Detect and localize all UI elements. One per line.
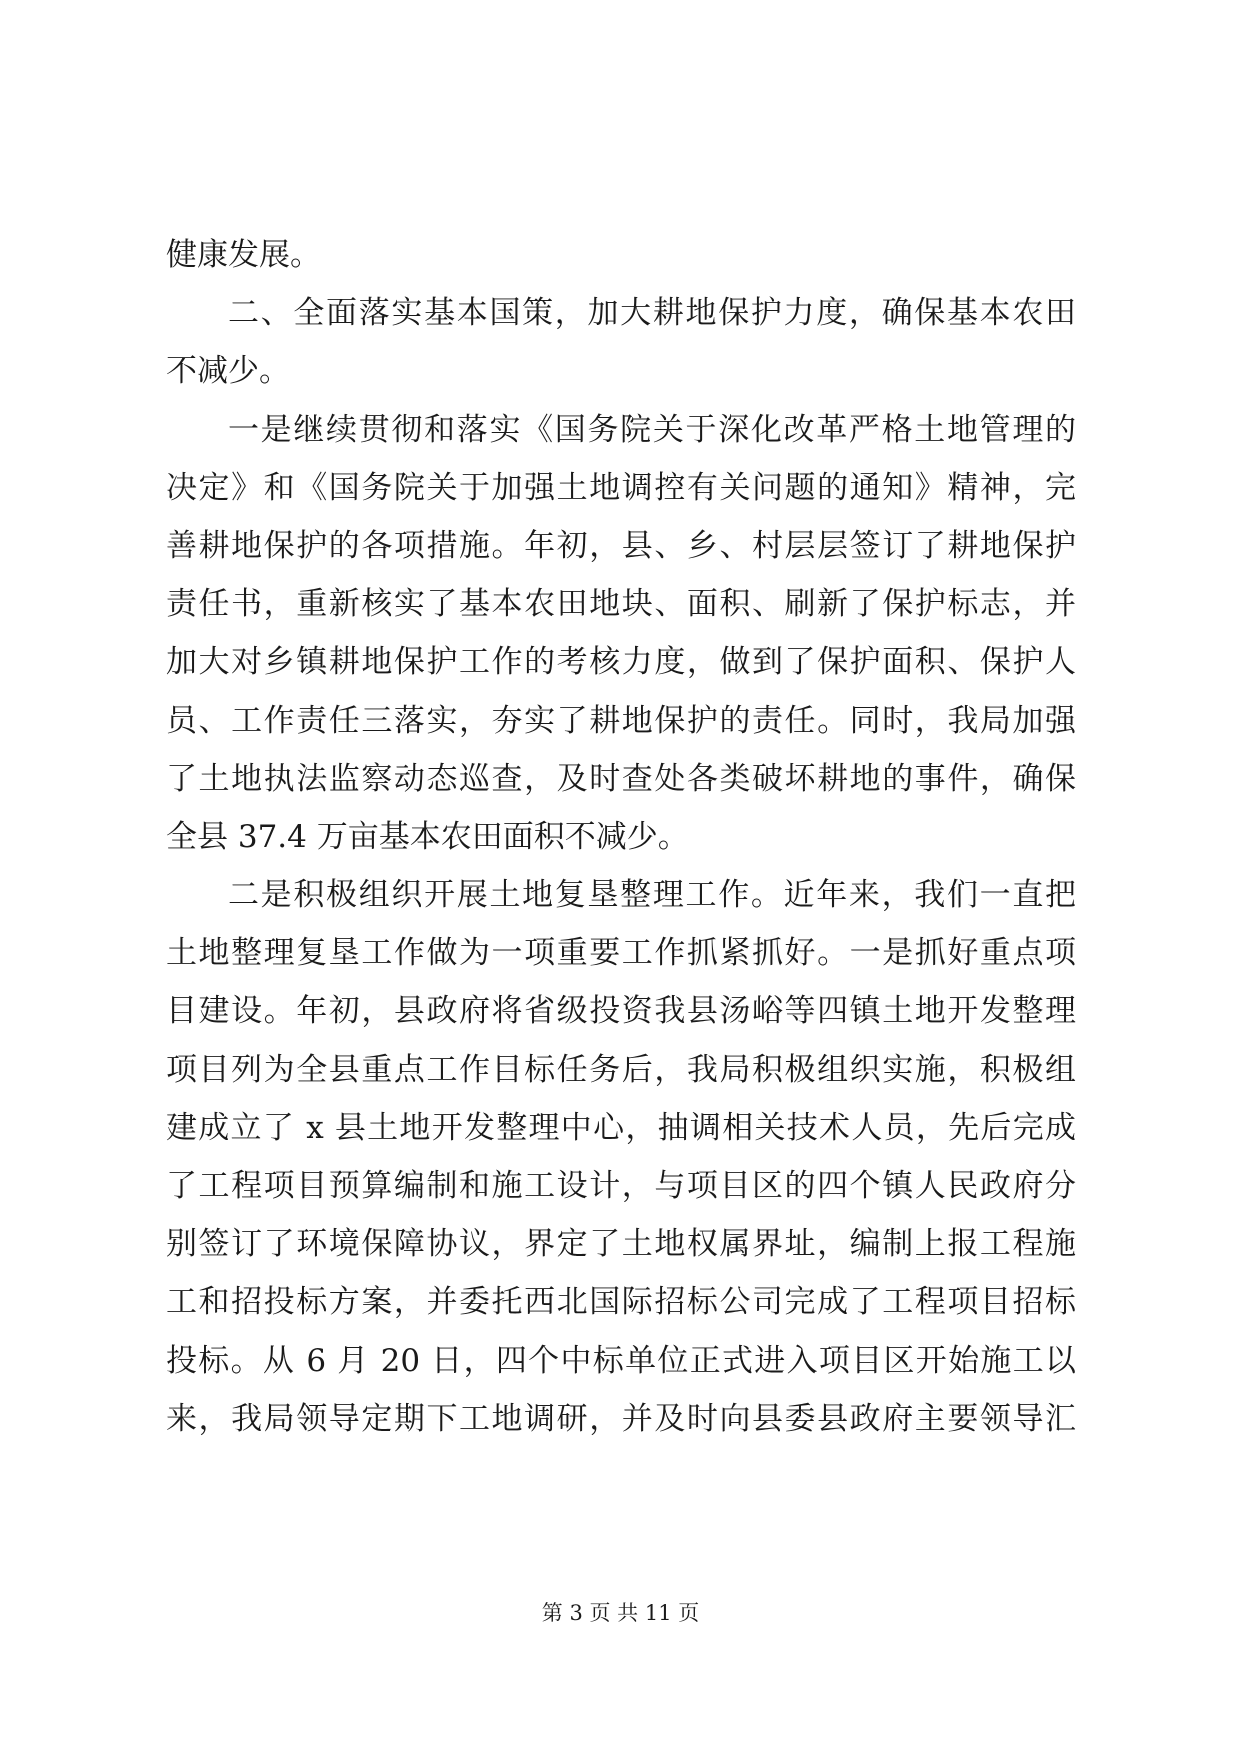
paragraph-line: 投标。从 6 月 20 日，四个中标单位正式进入项目区开始施工以: [166, 1342, 1076, 1379]
paragraph-line: 建成立了 x 县土地开发整理中心，抽调相关技术人员，先后完成: [166, 1109, 1076, 1146]
paragraph-line: 了工程项目预算编制和施工设计，与项目区的四个镇人民政府分: [166, 1168, 1076, 1204]
paragraph-line: 来，我局领导定期下工地调研，并及时向县委县政府主要领导汇: [166, 1400, 1076, 1437]
paragraph-line: 善耕地保护的各项措施。年初，县、乡、村层层签订了耕地保护: [166, 527, 1076, 564]
paragraph-line: 工和招投标方案，并委托西北国际招标公司完成了工程项目招标: [166, 1284, 1076, 1321]
paragraph-line: 二是积极组织开展土地复垦整理工作。近年来，我们一直把: [228, 877, 1076, 914]
paragraph-line: 健康发展。: [166, 237, 321, 273]
paragraph-line: 项目列为全县重点工作目标任务后，我局积极组织实施，积极组: [166, 1051, 1076, 1088]
paragraph-line: 加大对乡镇耕地保护工作的考核力度，做到了保护面积、保护人: [166, 644, 1076, 681]
paragraph-line: 别签订了环境保障协议，界定了土地权属界址，编制上报工程施: [166, 1226, 1076, 1263]
paragraph-line: 一是继续贯彻和落实《国务院关于深化改革严格土地管理的: [228, 411, 1076, 448]
paragraph-line: 不减少。: [166, 353, 290, 390]
paragraph-line: 责任书，重新核实了基本农田地块、面积、刷新了保护标志，并: [166, 586, 1076, 623]
document-body: [166, 226, 1076, 1448]
paragraph-line: 目建设。年初，县政府将省级投资我县汤峪等四镇土地开发整理: [166, 993, 1076, 1030]
page-footer: 第 3 页 共 11 页: [541, 1601, 700, 1625]
paragraph-line: 员、工作责任三落实，夯实了耕地保护的责任。同时，我局加强: [166, 702, 1076, 739]
paragraph-line: 土地整理复垦工作做为一项重要工作抓紧抓好。一是抓好重点项: [166, 935, 1076, 972]
paragraph-line: 决定》和《国务院关于加强土地调控有关问题的通知》精神，完: [166, 469, 1076, 506]
paragraph-line: 了土地执法监察动态巡查，及时查处各类破坏耕地的事件，确保: [166, 760, 1076, 797]
paragraph-line: 二、全面落实基本国策，加大耕地保护力度，确保基本农田: [228, 295, 1076, 332]
paragraph-line: 全县 37.4 万亩基本农田面积不减少。: [166, 818, 689, 855]
